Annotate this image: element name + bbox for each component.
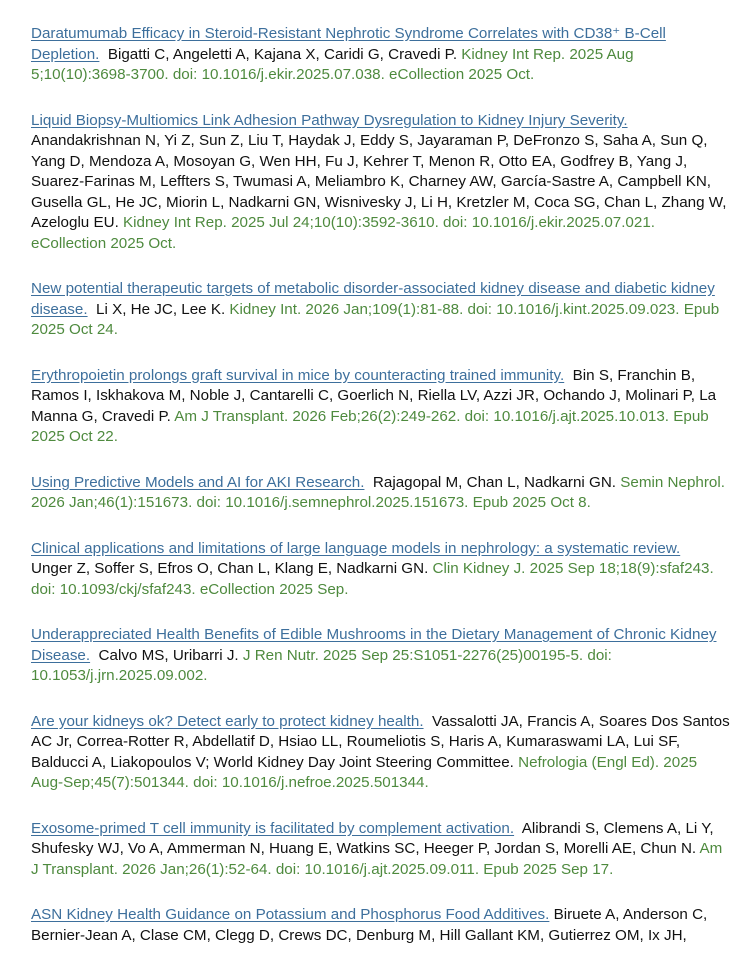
citation-authors: Rajagopal M, Chan L, Nadkarni GN. bbox=[372, 473, 617, 491]
citation-item bbox=[31, 539, 731, 601]
citation-item bbox=[31, 473, 731, 514]
citation-item bbox=[31, 24, 731, 86]
citation-item bbox=[31, 625, 731, 687]
citation-item bbox=[31, 819, 731, 881]
citation-title-link[interactable]: Daratumumab Efficacy in Steroid-Resistant Nephrotic Syndrome Correlates with CD38⁺ B-Cell Depletion. bbox=[31, 25, 666, 63]
citation-item bbox=[31, 366, 731, 448]
citation-item bbox=[31, 279, 731, 341]
citation-authors: Unger Z, Soffer S, Efros O, Chan L, Klang E, Nadkarni GN. bbox=[31, 560, 429, 577]
citation-item bbox=[31, 111, 731, 255]
citation-item bbox=[31, 905, 731, 946]
citation-title-link[interactable]: Liquid Biopsy-Multiomics Link Adhesion Pathway Dysregulation to Kidney Injury Severity. bbox=[31, 111, 628, 129]
citation-authors: Biruete A, Anderson C, Bernier-Jean A, Clase CM, Clegg D, Crews DC, Denburg M, Hill Gallant KM, Gutierrez OM, Ix JH, bbox=[31, 906, 708, 944]
citation-title-link[interactable]: New potential therapeutic targets of metabolic disorder-associated kidney disease and diabetic kidney disease. bbox=[31, 280, 715, 318]
citation-source: J Ren Nutr. 2025 Sep 25:S1051-2276(25)00195-5. doi: 10.1053/j.jrn.2025.09.002. bbox=[31, 646, 612, 684]
publication-list bbox=[31, 24, 731, 971]
citation-source: Kidney Int. 2026 Jan;109(1):81-88. doi: 10.1016/j.kint.2025.09.023. Epub 2025 Oct 24. bbox=[31, 300, 720, 338]
citation-authors: Anandakrishnan N, Yi Z, Sun Z, Liu T, Haydak J, Eddy S, Jayaraman P, DeFronzo S, Saha A, Sun Q, Yang D, Mendoza A, Mosoyan G, Wen HH, Fu J, Kehrer T, Menon R, Otto EA, Godfrey B, Yang J, Suarez-Farinas M, Leffters S, Twumasi A, Meliambro K, Charney AW, García-Sastre A, Campbell KN, Gusella GL, He JC, Miorin L, Nadkarni GN, Wisnivesky J, Li H, Kretzler M, Coca SG, Chan L, Zhang W, Azeloglu EU. bbox=[31, 132, 727, 231]
citation-title-link[interactable]: Clinical applications and limitations of large language models in nephrology: a systematic review. bbox=[31, 539, 681, 557]
citation-source: Semin Nephrol. 2026 Jan;46(1):151673. doi: 10.1016/j.semnephrol.2025.151673. Epub 2025 Oct 8. bbox=[31, 473, 725, 511]
citation-title-link[interactable]: Are your kidneys ok? Detect early to protect kidney health. bbox=[31, 712, 424, 730]
citation-title-link[interactable]: Underappreciated Health Benefits of Edible Mushrooms in the Dietary Management of Chronic Kidney Disease. bbox=[31, 626, 717, 664]
citation-authors: Bigatti C, Angeletti A, Kajana X, Caridi G, Cravedi P. bbox=[107, 45, 458, 63]
citation-authors: Bin S, Franchin B, Ramos I, Iskhakova M, Noble J, Cantarelli C, Goerlich N, Riella LV, Azzi JR, Ochando J, Molinari P, La Manna G, Cravedi P. bbox=[31, 366, 717, 425]
citation-source: Nefrologia (Engl Ed). 2025 Aug-Sep;45(7):501344. doi: 10.1016/j.nefroe.2025.501344. bbox=[31, 753, 698, 791]
citation-item bbox=[31, 712, 731, 794]
citation-source: Am J Transplant. 2026 Feb;26(2):249-262. doi: 10.1016/j.ajt.2025.10.013. Epub 2025 Oct 22. bbox=[31, 407, 709, 445]
citation-title-link[interactable]: Using Predictive Models and AI for AKI Research. bbox=[31, 473, 365, 491]
citation-source: Am J Transplant. 2026 Jan;26(1):52-64. doi: 10.1016/j.ajt.2025.09.011. Epub 2025 Sep 17. bbox=[31, 840, 723, 878]
citation-authors: Calvo MS, Uribarri J. bbox=[98, 646, 239, 664]
citation-title-link[interactable]: Erythropoietin prolongs graft survival in mice by counteracting trained immunity. bbox=[31, 366, 565, 384]
citation-authors: Alibrandi S, Clemens A, Li Y, Shufesky WJ, Vo A, Ammerman N, Huang E, Watkins SC, Heeger P, Jordan S, Morelli AE, Chun N. bbox=[31, 819, 714, 857]
citation-title-link[interactable]: ASN Kidney Health Guidance on Potassium and Phosphorus Food Additives. bbox=[31, 906, 550, 923]
citation-title-link[interactable]: Exosome-primed T cell immunity is facilitated by complement activation. bbox=[31, 819, 515, 837]
citation-authors: Li X, He JC, Lee K. bbox=[96, 300, 226, 318]
citation-authors: Vassalotti JA, Francis A, Soares Dos Santos AC Jr, Correa-Rotter R, Abdellatif D, Hsiao LL, Roumeliotis S, Haris A, Kumaraswami LA, Lui SF, Balducci A, Liakopoulos V; World Kidney Day Joint Steering Committee. bbox=[31, 712, 730, 771]
citation-source: Kidney Int Rep. 2025 Jul 24;10(10):3592-3610. doi: 10.1016/j.ekir.2025.07.021. eCollection 2025 Oct. bbox=[31, 214, 655, 252]
citation-source: Clin Kidney J. 2025 Sep 18;18(9):sfaf243. doi: 10.1093/ckj/sfaf243. eCollection 2025 Sep. bbox=[31, 560, 714, 598]
citation-source: Kidney Int Rep. 2025 Aug 5;10(10):3698-3700. doi: 10.1016/j.ekir.2025.07.038. eCollection 2025 Oct. bbox=[31, 45, 634, 83]
